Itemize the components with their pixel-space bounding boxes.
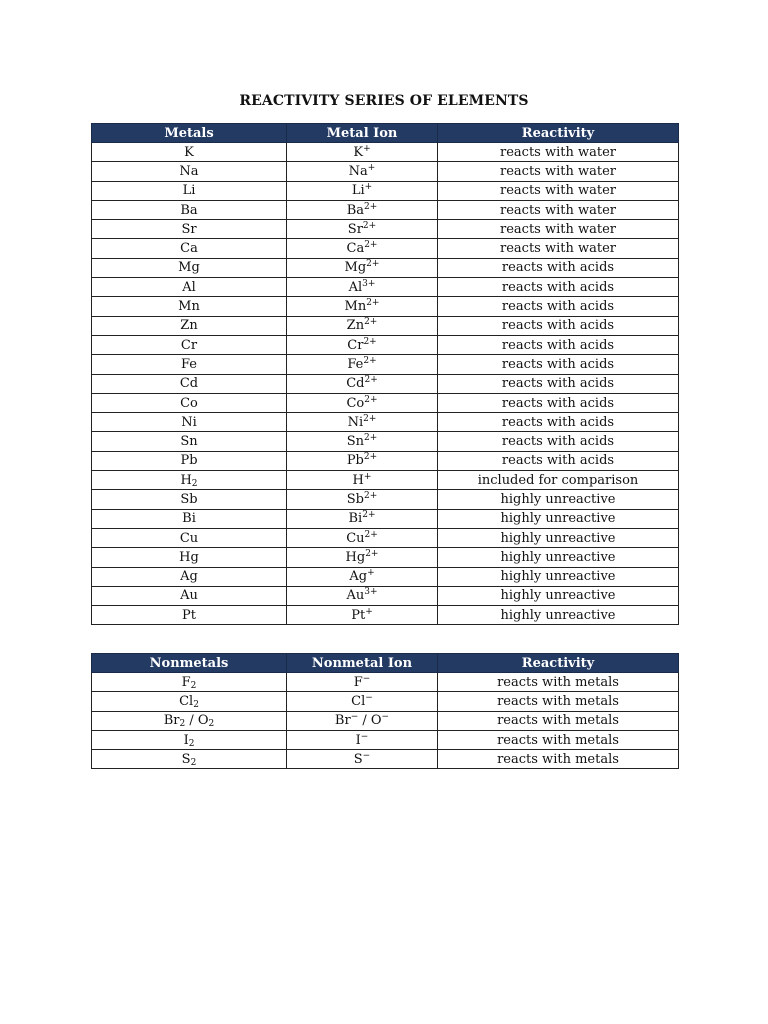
table-row [92,374,679,393]
column-header-metal-ion: Metal Ion [287,124,438,143]
ion-symbol: F [353,674,363,690]
header-row [92,654,679,673]
table-row [92,239,679,258]
table-row [92,200,679,219]
element-symbol-2: / O [185,713,209,729]
ion-cell [287,528,438,547]
table-row [92,509,679,528]
ion-symbol: I [355,732,361,748]
ion-cell [287,471,438,490]
reactivity-cell: reacts with water [438,162,679,181]
ion-cell [287,730,438,749]
element-subscript: 2 [190,680,197,691]
table-row [92,548,679,567]
ion-charge: 2+ [364,529,378,540]
table-row [92,278,679,297]
ion-symbol: S [353,751,363,767]
element-cell [92,567,287,586]
element-symbol: K [184,144,194,160]
table-row [92,490,679,509]
ion-symbol: Mn [344,299,367,315]
table-row [92,220,679,239]
element-symbol: S [181,751,191,767]
ion-charge: − [350,712,359,723]
element-subscript: 2 [193,699,199,710]
ion-cell [287,181,438,200]
ion-symbol: Br [334,713,351,729]
ion-charge: − [362,750,371,761]
element-cell [92,413,287,432]
reactivity-cell: reacts with acids [438,393,679,412]
reactivity-cell: reacts with acids [438,316,679,335]
element-symbol: Cd [179,376,199,392]
reactivity-cell: reacts with acids [438,355,679,374]
reactivity-cell: reacts with metals [438,692,679,711]
ion-symbol: Cr [347,337,364,353]
element-cell [92,316,287,335]
ion-cell [287,548,438,567]
ion-charge: + [363,471,372,482]
ion-charge: + [364,182,373,193]
element-cell [92,355,287,374]
element-cell [92,528,287,547]
ion-charge: − [362,673,371,684]
nonmetals-table [91,653,679,769]
ion-symbol: Fe [347,356,364,372]
reactivity-cell: reacts with acids [438,413,679,432]
element-cell [92,393,287,412]
element-cell [92,432,287,451]
ion-charge: 2+ [364,201,378,212]
element-cell [92,181,287,200]
table-row [92,432,679,451]
element-cell [92,143,287,162]
ion-charge: 2+ [364,375,378,386]
ion-symbol-2: / O [358,713,382,729]
table-row [92,451,679,470]
reactivity-cell: reacts with acids [438,278,679,297]
ion-charge: + [367,568,375,579]
table-row [92,316,679,335]
element-cell [92,239,287,258]
reactivity-cell: included for comparison [438,471,679,490]
ion-symbol: Ba [346,202,365,218]
ion-symbol: Bi [348,511,363,527]
element-cell [92,673,287,692]
element-symbol: Br [163,713,180,729]
element-subscript-2: 2 [208,719,215,730]
reactivity-cell: highly unreactive [438,567,679,586]
element-subscript: 2 [188,738,195,749]
ion-cell [287,692,438,711]
ion-cell [287,490,438,509]
ion-symbol: Al [348,279,363,295]
element-symbol: Mg [178,260,200,276]
ion-cell [287,239,438,258]
reactivity-cell: highly unreactive [438,586,679,605]
ion-charge: 2+ [363,490,378,501]
element-cell [92,606,287,625]
element-symbol: Co [180,395,198,411]
ion-symbol: Ni [347,414,364,430]
element-cell [92,258,287,277]
ion-cell [287,316,438,335]
ion-cell [287,220,438,239]
ion-symbol: Li [351,183,365,199]
element-cell [92,586,287,605]
ion-charge: 2+ [362,220,377,231]
table-row [92,355,679,374]
ion-cell [287,393,438,412]
element-cell [92,374,287,393]
element-cell [92,278,287,297]
ion-cell [287,711,438,730]
ion-charge: + [365,606,373,617]
ion-cell [287,673,438,692]
element-cell [92,692,287,711]
ion-symbol: Mg [344,260,367,276]
ion-symbol: H [352,472,364,488]
ion-charge: 2+ [364,317,378,328]
ion-cell [287,200,438,219]
ion-cell [287,606,438,625]
reactivity-cell: reacts with acids [438,258,679,277]
table-row [92,143,679,162]
reactivity-cell: reacts with metals [438,750,679,769]
element-symbol: Au [180,588,198,604]
ion-cell [287,586,438,605]
ion-cell [287,143,438,162]
ion-symbol: Zn [346,318,365,334]
reactivity-cell: reacts with acids [438,374,679,393]
ion-symbol: Cu [346,530,365,546]
column-header-nonmetal-ion: Nonmetal Ion [287,654,438,673]
ion-cell [287,374,438,393]
ion-symbol: Sb [346,491,364,507]
element-symbol: Cu [179,530,199,546]
table-row [92,730,679,749]
ion-charge: − [365,692,373,703]
element-cell [92,335,287,354]
reactivity-cell: reacts with water [438,181,679,200]
table-row [92,586,679,605]
metals-table [91,123,679,625]
element-cell [92,471,287,490]
ion-charge: − [360,731,369,742]
element-symbol: Al [182,279,196,295]
ion-cell [287,413,438,432]
table-row [92,528,679,547]
ion-charge: 2+ [363,452,378,463]
reactivity-cell: highly unreactive [438,509,679,528]
element-symbol: I [183,732,189,748]
page-title: REACTIVITY SERIES OF ELEMENTS [239,93,529,109]
ion-cell [287,567,438,586]
table-row [92,297,679,316]
reactivity-cell: reacts with acids [438,432,679,451]
ion-charge: 3+ [364,587,378,598]
ion-charge: 2+ [366,259,380,270]
element-cell [92,200,287,219]
element-symbol: Sr [181,221,197,237]
element-symbol: Hg [179,549,199,565]
element-symbol: Bi [182,511,196,527]
ion-cell [287,297,438,316]
element-symbol: Ca [180,241,198,257]
reactivity-cell: reacts with acids [438,451,679,470]
element-cell [92,750,287,769]
ion-cell [287,335,438,354]
element-subscript: 2 [191,478,198,489]
ion-charge: 2+ [364,433,378,444]
table-row [92,471,679,490]
ion-symbol: Na [348,163,368,179]
element-cell [92,162,287,181]
table-row [92,162,679,181]
element-symbol: Cl [179,693,194,709]
column-header-metals: Metals [92,124,287,143]
element-subscript: 2 [179,719,186,730]
table-row [92,567,679,586]
ion-symbol: Sr [347,221,363,237]
ion-charge: 2+ [364,240,378,251]
ion-charge: 2+ [365,548,379,559]
ion-charge: 3+ [362,278,376,289]
ion-symbol: K [353,144,364,160]
reactivity-cell: highly unreactive [438,490,679,509]
element-symbol: Ba [180,202,198,218]
ion-symbol: Pt [351,607,366,623]
ion-symbol: Au [346,588,365,604]
element-symbol: Ag [180,569,198,585]
element-symbol: Fe [180,356,197,372]
element-cell [92,548,287,567]
element-symbol: Zn [180,318,198,334]
header-row [92,124,679,143]
reactivity-cell: reacts with water [438,239,679,258]
ion-cell [287,750,438,769]
reactivity-cell: reacts with metals [438,711,679,730]
column-header-nonmetals: Nonmetals [92,654,287,673]
reactivity-cell: highly unreactive [438,606,679,625]
reactivity-cell: reacts with water [438,200,679,219]
reactivity-cell: highly unreactive [438,548,679,567]
ion-charge: + [367,162,376,173]
element-symbol: Pb [180,453,198,469]
ion-symbol: Co [346,395,365,411]
ion-charge: + [363,143,371,154]
ion-symbol: Cl [351,693,366,709]
element-cell [92,490,287,509]
ion-symbol: Ag [349,569,368,585]
column-header-reactivity: Reactivity [438,654,679,673]
table-row [92,673,679,692]
reactivity-cell: highly unreactive [438,528,679,547]
ion-charge-2: − [381,712,390,723]
table-row [92,258,679,277]
ion-cell [287,432,438,451]
reactivity-cell: reacts with water [438,143,679,162]
reactivity-cell: reacts with metals [438,730,679,749]
ion-charge: 2+ [366,298,380,309]
ion-symbol: Hg [345,549,366,565]
element-cell [92,220,287,239]
ion-charge: 2+ [363,413,377,424]
table-row [92,692,679,711]
reactivity-cell: reacts with water [438,220,679,239]
ion-cell [287,162,438,181]
ion-charge: 2+ [363,336,377,347]
element-cell [92,451,287,470]
column-header-reactivity: Reactivity [438,124,679,143]
element-symbol: Na [179,163,199,179]
table-row [92,335,679,354]
table-row [92,750,679,769]
element-cell [92,509,287,528]
element-cell [92,297,287,316]
element-symbol: Cr [180,337,198,353]
reactivity-cell: reacts with acids [438,297,679,316]
table-row [92,393,679,412]
ion-cell [287,509,438,528]
ion-cell [287,355,438,374]
ion-cell [287,258,438,277]
element-subscript: 2 [190,757,197,768]
ion-charge: 2+ [364,394,378,405]
table-row [92,181,679,200]
table-row [92,711,679,730]
element-cell [92,711,287,730]
element-symbol: Ni [181,414,197,430]
ion-symbol: Ca [346,241,365,257]
ion-charge: 2+ [362,510,376,521]
ion-cell [287,451,438,470]
reactivity-cell: reacts with metals [438,673,679,692]
element-symbol: Pt [182,607,196,623]
table-row [92,413,679,432]
table-row [92,606,679,625]
element-symbol: H [180,472,192,488]
element-symbol: Sn [180,434,198,450]
element-symbol: Sb [180,491,198,507]
element-cell [92,730,287,749]
ion-charge: 2+ [363,355,377,366]
element-symbol: Li [182,183,196,199]
element-symbol: F [181,674,191,690]
ion-cell [287,278,438,297]
reactivity-cell: reacts with acids [438,335,679,354]
ion-symbol: Cd [346,376,365,392]
element-symbol: Mn [178,299,200,315]
ion-symbol: Sn [346,434,364,450]
ion-symbol: Pb [346,453,364,469]
